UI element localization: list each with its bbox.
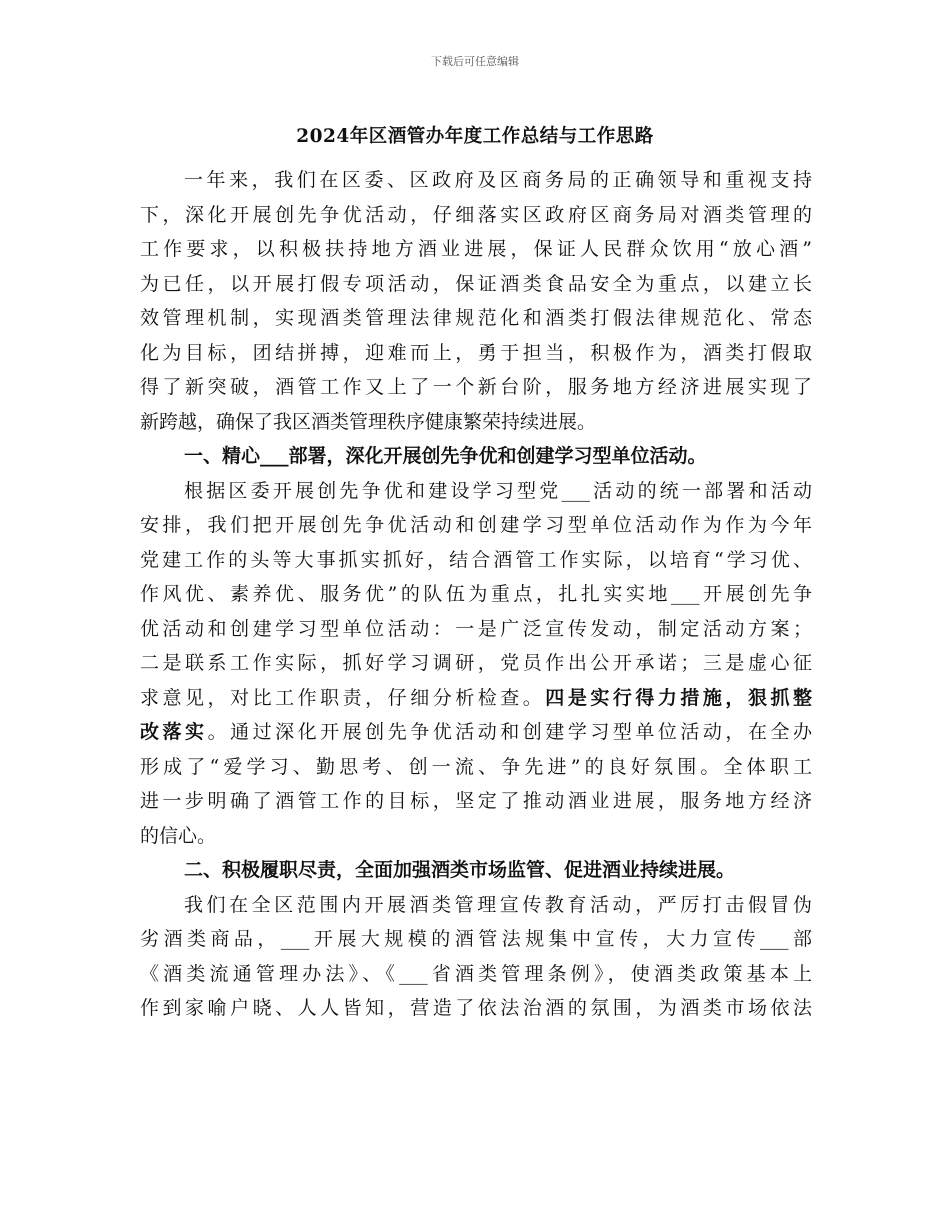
text-line (140, 577, 812, 612)
text-run: 优活动和创建学习型单位活动：一是广泛宣传发动，制定活动方案； (140, 617, 812, 640)
text-run: 为已任，以开展打假专项活动，保证酒类食品安全为重点，以建立长 (140, 272, 812, 295)
text-line (140, 474, 812, 509)
bold-text-run: 一、精心___部署，深化开展创先争优和创建学习型单位活动。 (184, 445, 707, 467)
text-line (140, 370, 812, 405)
text-line (140, 957, 812, 992)
text-line (140, 888, 812, 923)
text-line (140, 991, 812, 1026)
text-run: 形成了“爱学习、勤思考、创一流、争先进”的良好氛围。全体职工 (140, 755, 812, 778)
text-run: 下，深化开展创先争优活动，仔细落实区政府区商务局对酒类管理的 (140, 203, 812, 226)
text-run: 得了新突破，酒管工作又上了一个新台阶，服务地方经济进展实现了 (140, 376, 812, 398)
text-line (140, 646, 812, 681)
text-run: 。通过深化开展创先争优活动和创建学习型单位活动，在全办 (207, 721, 812, 743)
text-run: 安排，我们把开展创先争优活动和创建学习型单位活动作为作为今年 (140, 514, 812, 536)
text-line (140, 301, 812, 336)
text-run: 二是联系工作实际，抓好学习调研，党员作出公开承诺；三是虚心征 (140, 652, 812, 674)
text-line (140, 508, 812, 543)
text-run: 一年来，我们在区委、区政府及区商务局的正确领导和重视支持 (184, 169, 812, 191)
text-line (140, 405, 812, 440)
text-line (140, 853, 812, 888)
text-run: 《酒类流通管理办法》、《___省酒类管理条例》，使酒类政策基本上 (140, 962, 812, 985)
bold-text-run: 改落实 (140, 721, 208, 743)
text-run: 我们在全区范围内开展酒类管理宣传教育活动，严厉打击假冒伪 (184, 893, 812, 916)
text-run: 进一步明确了酒管工作的目标，坚定了推动酒业进展，服务地方经济 (140, 790, 812, 812)
text-run: 根据区委开展创先争优和建设学习型党___活动的统一部署和活动 (184, 479, 812, 502)
text-line (140, 819, 812, 854)
text-line (140, 543, 812, 578)
text-line (140, 784, 812, 819)
text-run: 劣酒类商品，___开展大规模的酒管法规集中宣传，大力宣传___部 (140, 928, 812, 950)
text-line (140, 439, 812, 474)
text-run: 化为目标，团结拼搏，迎难而上，勇于担当，积极作为，酒类打假取 (140, 341, 812, 364)
text-line (140, 612, 812, 647)
text-line (140, 922, 812, 957)
text-run: 作到家喻户晓、人人皆知，营造了依法治酒的氛围，为酒类市场依法 (140, 997, 812, 1019)
text-run: 作风优、素养优、服务优”的队伍为重点，扎扎实实地___开展创先争 (140, 583, 812, 605)
bold-text-run: 二、积极履职尽责，全面加强酒类市场监管、促进酒业持续进展。 (184, 859, 736, 881)
text-line (140, 681, 812, 716)
bold-text-run: 四是实行得力措施，狠抓整 (545, 686, 812, 709)
text-line (140, 267, 812, 302)
text-line (140, 750, 812, 785)
text-run: 工作要求，以积极扶持地方酒业进展，保证人民群众饮用“放心酒” (140, 238, 812, 260)
text-run: 新跨越，确保了我区酒类管理秩序健康繁荣持续进展。 (140, 410, 597, 433)
text-line (140, 198, 812, 233)
text-run: 的信心。 (140, 824, 217, 847)
document-title: 2024年区酒管办年度工作总结与工作思路 (296, 126, 654, 147)
text-run: 效管理机制，实现酒类管理法律规范化和酒类打假法律规范化、常态 (140, 307, 812, 329)
text-run: 求意见，对比工作职责，仔细分析检查。 (140, 686, 546, 709)
text-line (140, 163, 812, 198)
text-line (140, 715, 812, 750)
text-line (140, 232, 812, 267)
text-line (140, 336, 812, 371)
text-run: 党建工作的头等大事抓实抓好，结合酒管工作实际，以培育“学习优、 (140, 548, 812, 571)
document-body (140, 163, 812, 1026)
page-header: 下载后可任意编辑 (431, 55, 519, 68)
